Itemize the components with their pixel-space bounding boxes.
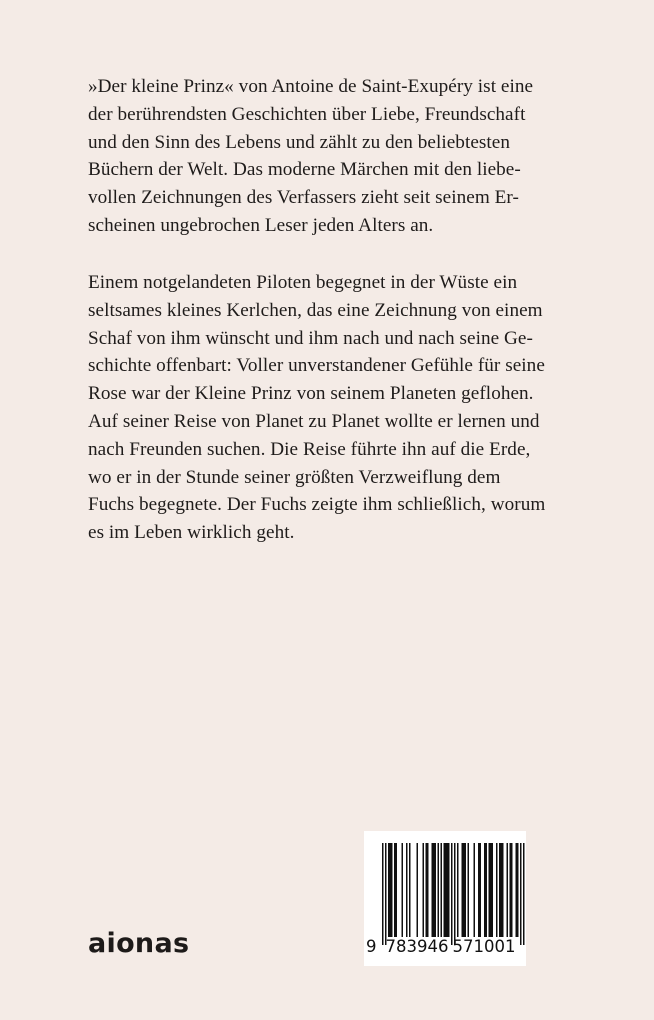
barcode-guard-bar bbox=[454, 843, 456, 945]
text-line: schichte offenbart: Voller unverstandener Gefühle für seine bbox=[88, 355, 545, 377]
barcode-digits-right: 571001 bbox=[452, 937, 516, 956]
barcode-bar bbox=[402, 843, 404, 937]
text-line: der berührendsten Geschichten über Liebe, Freundschaft bbox=[88, 103, 526, 125]
text-line: wo er in der Stunde seiner größten Verzweiflung dem bbox=[88, 466, 501, 488]
barcode-bar bbox=[468, 843, 470, 937]
text-line: »Der kleine Prinz« von Antoine de Saint-Exupéry ist eine bbox=[88, 76, 534, 97]
barcode-bar bbox=[474, 843, 476, 937]
barcode-bar bbox=[484, 843, 487, 937]
barcode-bar bbox=[441, 843, 443, 937]
text-line: und den Sinn des Lebens und zählt zu den beliebtesten bbox=[88, 131, 511, 153]
barcode-bar bbox=[478, 843, 481, 937]
text-line: scheinen ungebrochen Leser jeden Alters an. bbox=[88, 214, 434, 236]
barcode-bar bbox=[417, 843, 419, 937]
barcode-digits-left: 783946 bbox=[385, 937, 449, 956]
text-line: Fuchs begegnete. Der Fuchs zeigte ihm schließlich, worum bbox=[88, 494, 546, 516]
text-line: Rose war der Kleine Prinz von seinem Planeten geflohen. bbox=[88, 383, 534, 405]
text-line: Einem notgelandeten Piloten begegnet in der Wüste ein bbox=[88, 272, 518, 293]
barcode-bar bbox=[516, 843, 519, 937]
text-line: seltsames kleines Kerlchen, das eine Zeichnung von einem bbox=[88, 299, 543, 321]
blurb-paragraph-1 bbox=[88, 73, 533, 240]
barcode-bar bbox=[432, 843, 437, 937]
publisher-logo: aionas bbox=[88, 928, 190, 959]
text-line: Schaf von ihm wünscht und ihm nach und nach seine Ge- bbox=[88, 327, 533, 349]
isbn-barcode bbox=[364, 831, 526, 966]
barcode-bar bbox=[406, 843, 408, 937]
barcode-bar bbox=[462, 843, 467, 937]
barcode-bar bbox=[409, 843, 411, 937]
barcode-guard-bar bbox=[451, 843, 453, 945]
barcode-bar bbox=[426, 843, 429, 937]
barcode-bar bbox=[510, 843, 513, 937]
barcode-bar bbox=[423, 843, 425, 937]
barcode-bar bbox=[499, 843, 504, 937]
text-line: Büchern der Welt. Das moderne Märchen mit den liebe- bbox=[88, 159, 521, 181]
blurb-paragraph-2 bbox=[88, 269, 545, 547]
text-line: vollen Zeichnungen des Verfassers zieht seit seinem Er- bbox=[88, 187, 519, 209]
barcode-bar bbox=[457, 843, 459, 937]
barcode-bar bbox=[438, 843, 440, 937]
barcode-bar bbox=[444, 843, 450, 937]
barcode-bar bbox=[388, 843, 393, 937]
text-line: es im Leben wirklich geht. bbox=[88, 522, 295, 544]
barcode-guard-bar bbox=[382, 843, 384, 945]
barcode-guard-bar bbox=[385, 843, 387, 945]
barcode-bar bbox=[496, 843, 498, 937]
text-line: nach Freunden suchen. Die Reise führte ihn auf die Erde, bbox=[88, 438, 531, 460]
barcode-bar bbox=[394, 843, 397, 937]
barcode-guard-bar bbox=[520, 843, 522, 945]
barcode-digit-lead: 9 bbox=[366, 937, 377, 956]
text-line: Auf seiner Reise von Planet zu Planet wollte er lernen und bbox=[88, 410, 540, 432]
barcode-number bbox=[366, 937, 524, 957]
barcode-guard-bar bbox=[523, 843, 525, 945]
barcode-bar bbox=[489, 843, 494, 937]
barcode-bar bbox=[507, 843, 509, 937]
